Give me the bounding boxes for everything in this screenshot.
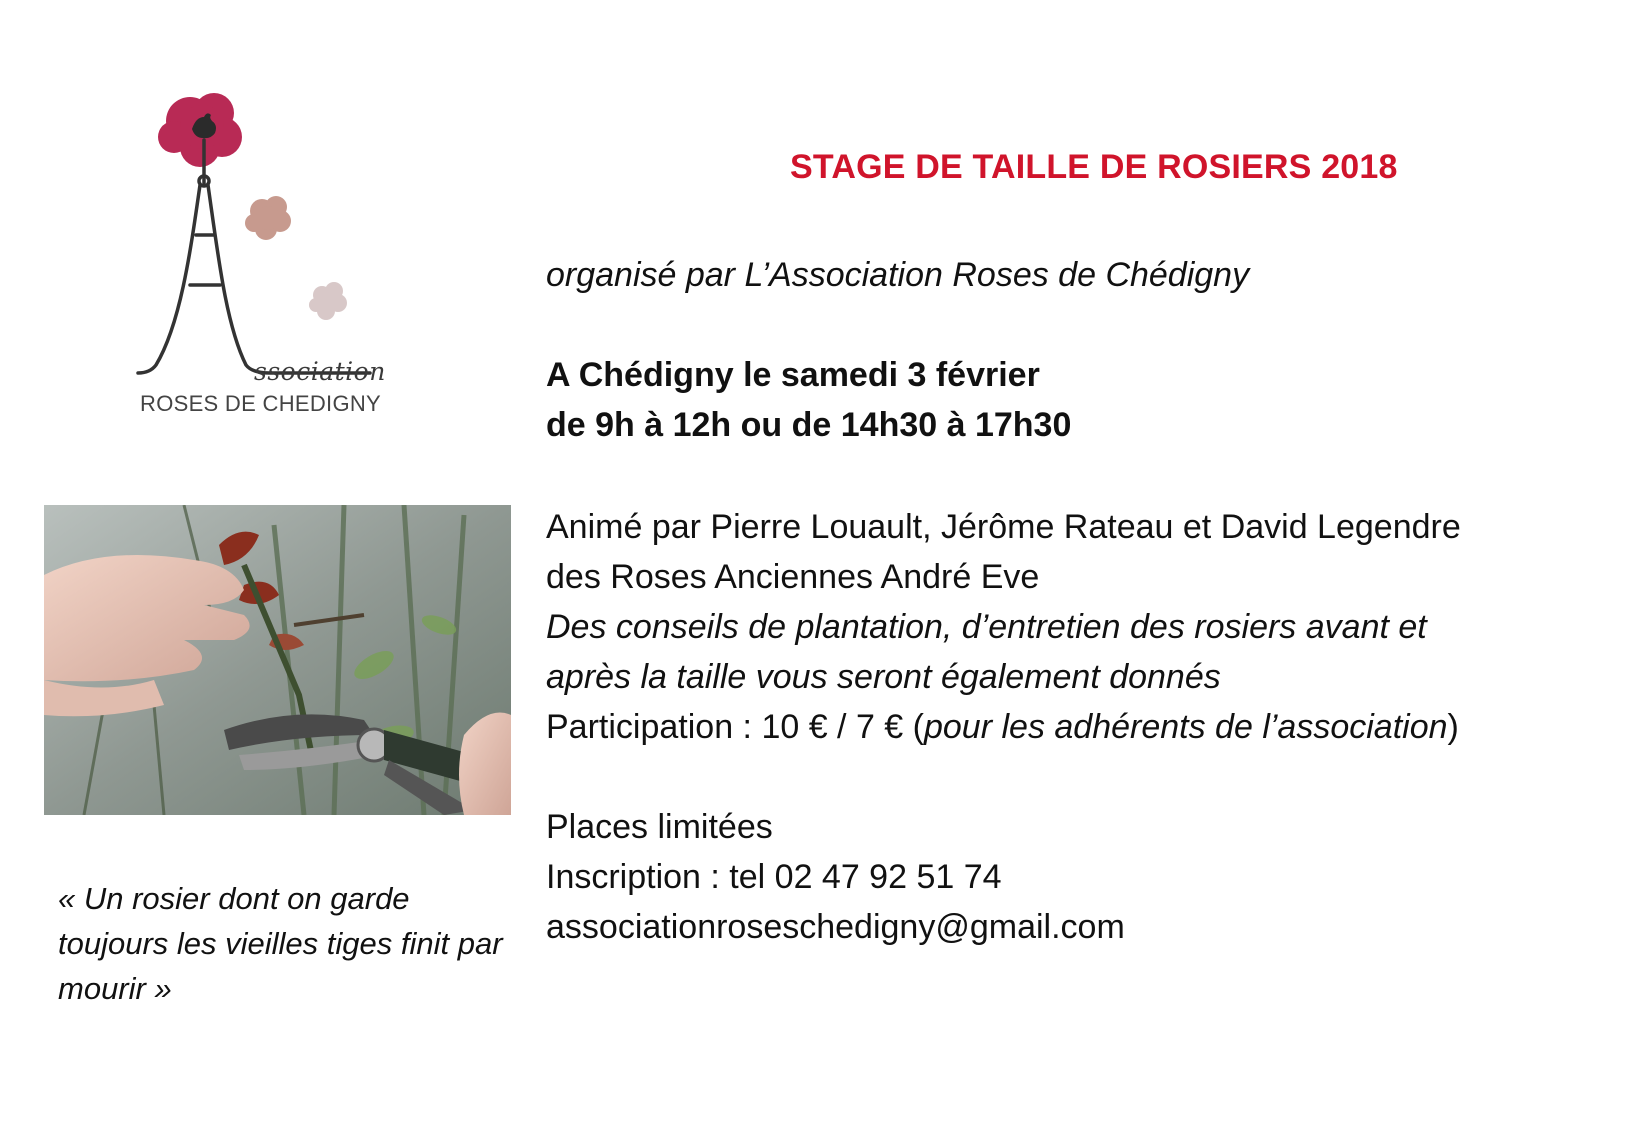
quote-text: « Un rosier dont on garde toujours les vieilles tiges finit par mourir » xyxy=(58,881,503,1006)
participation-prefix: Participation : 10 € / 7 € ( xyxy=(546,708,924,746)
logo-script-word: ssociation xyxy=(254,357,386,386)
spire-frame-icon xyxy=(138,140,370,373)
animators-line-2: des Roses Anciennes André Eve xyxy=(546,558,1040,596)
organizer-line: organisé par L’Association Roses de Chédigny xyxy=(546,256,1250,294)
participation-line xyxy=(546,702,1459,752)
advice-line-1: Des conseils de plantation, d’entretien des rosiers avant et xyxy=(546,608,1427,646)
places-line: Places limitées xyxy=(546,808,773,846)
time-line: de 9h à 12h ou de 14h30 à 17h30 xyxy=(546,406,1072,444)
association-logo xyxy=(130,85,390,425)
participation-note: pour les adhérents de l’association xyxy=(923,708,1448,746)
event-title: STAGE DE TAILLE DE ROSIERS 2018 xyxy=(790,148,1398,186)
small-flower-icon xyxy=(309,282,347,320)
mid-flower-icon xyxy=(245,196,291,240)
advice-line-2: après la taille vous seront également donnés xyxy=(546,658,1221,696)
participation-suffix: ) xyxy=(1447,708,1459,746)
date-line: A Chédigny le samedi 3 février xyxy=(546,356,1040,394)
email-link[interactable]: associationroseschedigny@gmail.com xyxy=(546,908,1125,946)
animators-line-1: Animé par Pierre Louault, Jérôme Rateau et David Legendre xyxy=(546,508,1461,546)
pruning-photo xyxy=(44,505,511,815)
inscription-line: Inscription : tel 02 47 92 51 74 xyxy=(546,858,1002,896)
logo-graphic xyxy=(130,85,390,385)
logo-name: ROSES DE CHEDIGNY xyxy=(140,391,382,416)
